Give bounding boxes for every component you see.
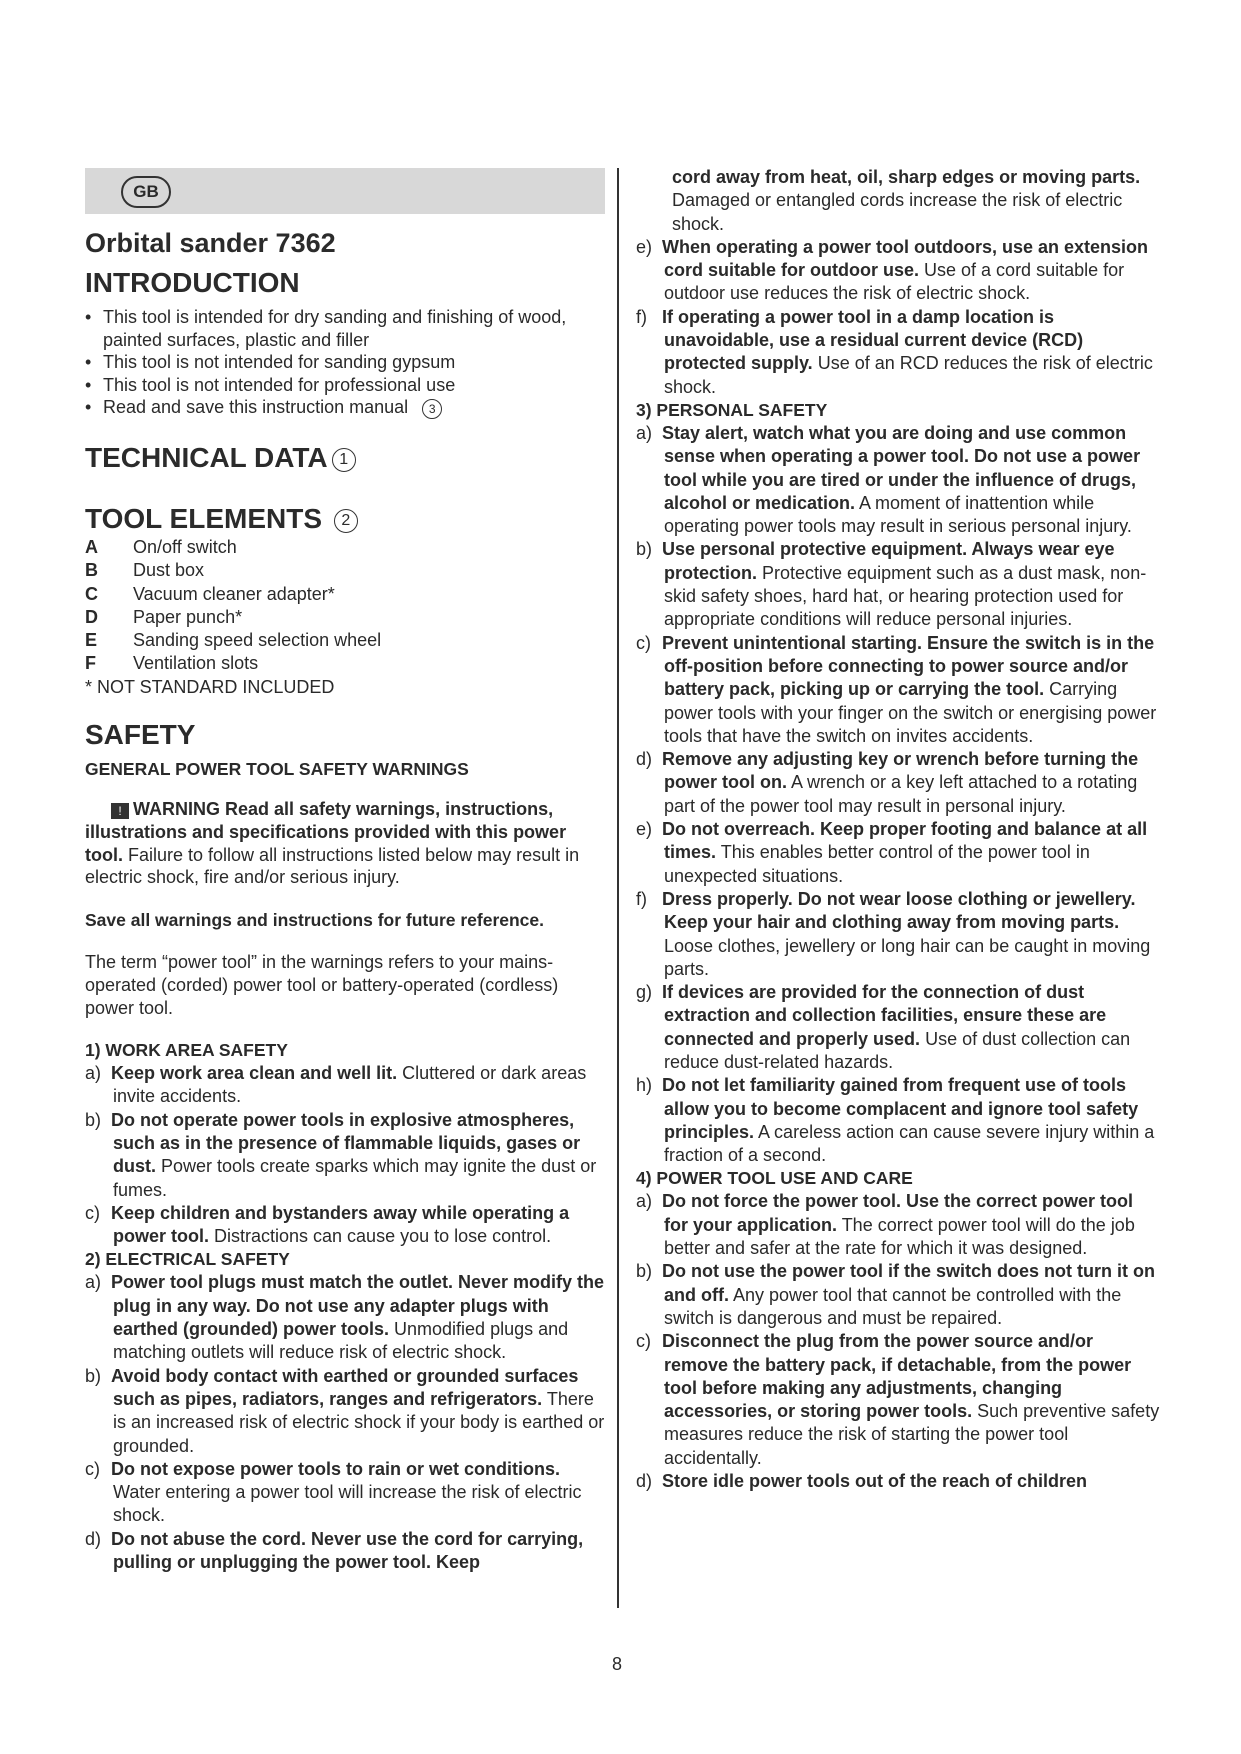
left-column [85,226,605,1574]
list-item: d) Remove any adjusting key or wrench before turning the power tool on. A wrench or a key left attached to a rotating part of the power tool may result in personal injury. [636,749,1139,816]
list-item: c) Prevent unintentional starting. Ensure the switch is in the off-position before connecting to power source and/or battery pack, picking up or carrying the tool. Carrying power tools with your finger on the switch or energising power tools that have the switch on invites accidents. [636,632,1157,746]
list-item: a) Keep work area clean and well lit. Cluttered or dark areas invite accidents. [85,1063,587,1107]
tool-elements-list [85,536,605,698]
product-title: Orbital sander 7362 [85,228,336,258]
warning-icon: ! [111,803,129,819]
warning-paragraph: ! WARNING Read all safety warnings, instructions, illustrations and specifications provided with this power tool. Failure to follow all instructions listed below may result in electric shock, fire and/or serious injury. [85,799,580,888]
list-item: d) Store idle power tools out of the reach of children [636,1471,1088,1492]
list-item: F Ventilation slots [85,653,259,674]
list-item: c) Do not expose power tools to rain or wet conditions. Water entering a power tool will increase the risk of electric shock. [85,1458,582,1526]
list-item: a) Do not force the power tool. Use the correct power tool for your application. The correct power tool will do the job better and safer at the rate for which it was designed. [636,1191,1135,1259]
list-item: f) If operating a power tool in a damp location is unavoidable, use a residual current device (RCD) protected supply. Use of an RCD reduces the risk of electric shock. [636,306,1153,397]
list-item: b) Do not operate power tools in explosive atmospheres, such as in the presence of flammable liquids, gases or dust. Power tools create sparks which may ignite the dust or fumes. [85,1109,597,1200]
figure-ref-badge: 3 [422,399,442,419]
page-number: 8 [612,1654,623,1674]
list-item: e) When operating a power tool outdoors, use an extension cord suitable for outdoor use. Use of a cord suitable for outdoor use reduces the risk of electric shock. [636,236,1149,304]
term-note: The term “power tool” in the warnings refers to your mains-operated (corded) power tool or battery-operated (cordless) power tool. [85,952,559,1018]
figure-ref-badge: 1 [332,448,356,472]
list-item: h) Do not let familiarity gained from frequent use of tools allow you to become complacent and ignore tool safety principles. A careless action can cause severe injury within a fraction of a second. [636,1075,1155,1166]
list-item: B Dust box [85,560,205,581]
list-item: g) If devices are provided for the connection of dust extraction and collection facilities, ensure these are connected and properly used. Use of dust collection can reduce dust-related hazards. [636,982,1131,1072]
list-item: a) Stay alert, watch what you are doing and use common sense when operating a power tool. Do not use a power tool while you are tired or under the influence of drugs, alcohol or medication. A moment of inattention while operating power tools may result in serious personal injury. [636,422,1141,537]
list-item: C Vacuum cleaner adapter* [85,583,335,604]
list-item: b) Use personal protective equipment. Always wear eye protection. Protective equipment such as a dust mask, non-skid safety shoes, hard hat, or hearing protection used for appropriate conditions will reduce personal injuries. [636,539,1147,630]
language-bar [85,168,605,214]
language-badge: GB [121,176,171,208]
introduction-heading: INTRODUCTION [85,267,300,298]
list-item: • This tool is not intended for professional use [85,374,605,397]
column-divider [617,168,619,1608]
figure-ref-badge: 2 [334,509,358,533]
list-item: c) Disconnect the plug from the power source and/or remove the battery pack, if detachable, from the power tool before making any adjustments, changing accessories, or storing power tools. Such preventive safety measures reduce the risk of starting the power tool accidentally. [636,1331,1160,1468]
work-area-heading: 1) WORK AREA SAFETY [85,1040,288,1061]
save-note: Save all warnings and instructions for future reference. [85,909,545,930]
list-item: f) Dress properly. Do not wear loose clothing or jewellery. Keep your hair and clothing away from moving parts. Loose clothes, jewellery or long hair can be caught in moving parts. [636,888,1151,979]
safety-heading: SAFETY [85,719,196,751]
list-item: e) Do not overreach. Keep proper footing and balance at all times. This enables better control of the power tool in unexpected situations. [636,819,1148,886]
list-item: d) Do not abuse the cord. Never use the cord for carrying, pulling or unplugging the power tool. Keep [85,1528,584,1573]
list-item: • Read and save this instruction manual 3 [85,396,605,419]
introduction-list [85,306,605,419]
list-item: b) Do not use the power tool if the switch does not turn it on and off. Any power tool that cannot be controlled with the switch is dangerous and must be repaired. [636,1261,1155,1328]
electrical-heading: 2) ELECTRICAL SAFETY [85,1249,290,1270]
tool-elements-heading: TOOL ELEMENTS 2 [85,502,605,536]
list-item: A On/off switch [85,536,237,557]
technical-data-heading: TECHNICAL DATA 1 [85,441,605,475]
list-item-continued: cord away from heat, oil, sharp edges or moving parts. Damaged or entangled cords increase the risk of electric shock. [672,167,1141,234]
list-item: a) Power tool plugs must match the outlet. Never modify the plug in any way. Do not use any adapter plugs with earthed (grounded) power tools. Unmodified plugs and matching outlets will reduce risk of electric shock. [85,1272,605,1363]
safety-subheading: GENERAL POWER TOOL SAFETY WARNINGS [85,759,469,780]
list-item: c) Keep children and bystanders away while operating a power tool. Distractions can cause you to lose control. [85,1202,570,1247]
list-item: • This tool is intended for dry sanding and finishing of wood, painted surfaces, plastic and filler [85,306,605,351]
list-item: E Sanding speed selection wheel [85,630,382,651]
list-item: b) Avoid body contact with earthed or grounded surfaces such as pipes, radiators, ranges and refrigerators. There is an increased risk of electric shock if your body is earthed or grounded. [85,1365,605,1456]
right-column [636,166,1161,1493]
list-item: D Paper punch* [85,606,243,627]
tool-use-heading: 4) POWER TOOL USE AND CARE [636,1168,913,1189]
personal-heading: 3) PERSONAL SAFETY [636,399,828,420]
list-item: • This tool is not intended for sanding gypsum [85,351,605,374]
tool-elements-note: * NOT STANDARD INCLUDED [85,676,335,697]
